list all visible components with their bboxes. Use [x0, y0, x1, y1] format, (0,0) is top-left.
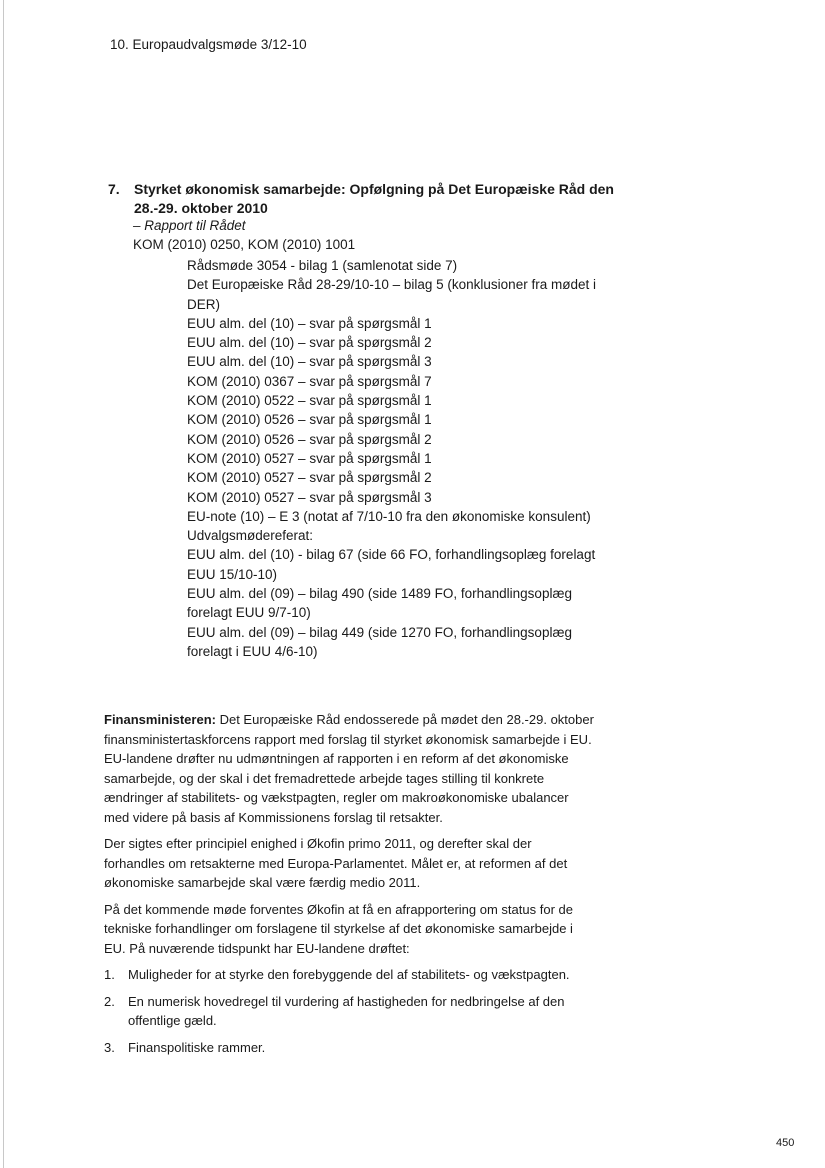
statement-paragraph-3: På det kommende møde forventes Økofin at få en afrapportering om status for de tekniske forhandlinger om forslagene til styrkelse af det økonomiske samarbejde i EU. På nuværende tidspunkt har EU-landene drøftet: — [104, 901, 573, 956]
reference-item: EUU alm. del (10) - bilag 67 (side 66 FO, forhandlingsoplæg forelagt EUU 15/10-10) — [187, 547, 596, 582]
paragraph-text: Det Europæiske Råd endosserede på mødet den 28.-29. oktober finansministertaskforcens rapport med forslag til styrket økonomisk samarbejde i EU. EU-landene drøfter nu udmøntningen af rapporten i en reform af det økonomiske samarbejde, og der skal i det fremadrettede arbejde tages stilling til konkrete ændringer af stabilitets- og vækstpagten, regler om makroøkonomiske ubalancer med videre på basis af Kommissionens forslag til retsakter. — [104, 712, 594, 825]
reference-item: Udvalgsmødereferat: — [187, 528, 314, 544]
statement-paragraph-1 — [104, 710, 594, 827]
page-number: 450 — [776, 1137, 795, 1149]
list-item — [104, 965, 594, 985]
list-item-number: 1. — [104, 967, 115, 982]
list-item-text: Finanspolitiske rammer. — [128, 1039, 266, 1055]
list-item — [104, 1038, 594, 1058]
agenda-item-subtitle: – Rapport til Rådet — [133, 218, 246, 233]
reference-item: EUU alm. del (10) – svar på spørgsmål 1 — [187, 315, 432, 331]
reference-item: EUU alm. del (09) – bilag 449 (side 1270 FO, forhandlingsoplæg forelagt i EUU 4/6-10) — [187, 624, 572, 659]
reference-item: EUU alm. del (10) – svar på spørgsmål 3 — [187, 354, 432, 370]
reference-item: Det Europæiske Råd 28-29/10-10 – bilag 5 (konklusioner fra mødet i DER) — [187, 277, 596, 312]
minister-statement — [104, 710, 594, 1064]
list-item-number: 2. — [104, 993, 115, 1009]
page-edge-line — [3, 0, 4, 1168]
reference-item: KOM (2010) 0527 – svar på spørgsmål 3 — [187, 489, 432, 505]
list-item-text: En numerisk hovedregel til vurdering af hastigheden for nedbringelse af den offentlige gæld. — [128, 993, 565, 1028]
reference-item: Rådsmøde 3054 - bilag 1 (samlenotat side 7) — [187, 258, 458, 273]
kom-references: KOM (2010) 0250, KOM (2010) 1001 — [133, 237, 356, 252]
list-item-number: 3. — [104, 1039, 115, 1055]
page-header: 10. Europaudvalgsmøde 3/12-10 — [110, 37, 307, 52]
reference-item: KOM (2010) 0367 – svar på spørgsmål 7 — [187, 373, 432, 389]
reference-item: KOM (2010) 0527 – svar på spørgsmål 1 — [187, 450, 432, 466]
reference-item: KOM (2010) 0522 – svar på spørgsmål 1 — [187, 393, 432, 409]
reference-item: KOM (2010) 0526 – svar på spørgsmål 2 — [187, 431, 432, 447]
agenda-item-number: 7. — [108, 181, 120, 197]
reference-item: EUU alm. del (10) – svar på spørgsmål 2 — [187, 335, 432, 351]
reference-item: KOM (2010) 0526 – svar på spørgsmål 1 — [187, 412, 432, 428]
reference-item: KOM (2010) 0527 – svar på spørgsmål 2 — [187, 470, 432, 486]
speaker-label: Finansministeren: — [104, 712, 216, 727]
list-item — [104, 992, 594, 1031]
agenda-item-title: Styrket økonomisk samarbejde: Opfølgning på Det Europæiske Råd den 28.-29. oktober 2010 — [134, 181, 614, 216]
reference-item: EUU alm. del (09) – bilag 490 (side 1489 FO, forhandlingsoplæg forelagt EUU 9/7-10) — [187, 586, 572, 621]
statement-paragraph-2: Der sigtes efter principiel enighed i Økofin primo 2011, og derefter skal der forhandles om retsakterne med Europa-Parlamentet. Målet er, at reformen af det økonomiske samarbejde skal være færdig medio 2011. — [104, 836, 568, 890]
discussion-points-list — [104, 965, 594, 1057]
reference-list — [187, 256, 607, 661]
list-item-text: Muligheder for at styrke den forebyggende del af stabilitets- og vækstpagten. — [128, 967, 570, 982]
reference-item: EU-note (10) – E 3 (notat af 7/10-10 fra den økonomiske konsulent) — [187, 508, 591, 524]
